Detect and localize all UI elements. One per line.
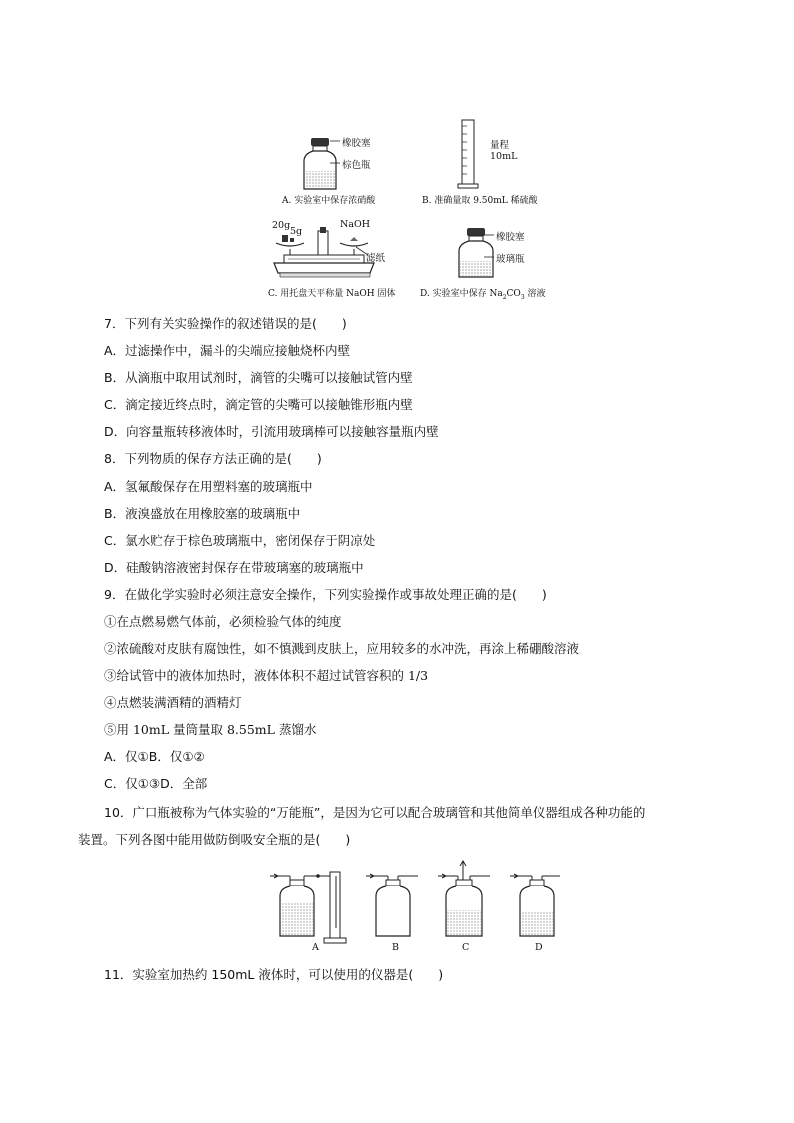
q8-option-a: A．氢氟酸保存在用塑料塞的玻璃瓶中 [104,479,313,494]
label-range: 量程 [490,140,510,151]
q7-option-b: B．从滴瓶中取用试剂时，滴管的尖嘴可以接触试管内壁 [104,370,413,385]
label-apparatus-b: B [392,942,399,953]
caption-b: B. 准确量取 9.50mL 稀硫酸 [422,196,538,206]
figure-q10 [264,858,564,958]
label-weight-20g: 20g [272,220,291,231]
label-stopper-a: 橡胶塞 [342,138,371,149]
q7-stem: 7．下列有关实验操作的叙述错误的是( ) [104,316,347,331]
label-apparatus-a: A [312,942,319,953]
q9-option-cd: C．仅①③D．全部 [104,776,208,791]
label-naoh: NaOH [340,219,371,230]
q7-option-a: A．过滤操作中，漏斗的尖端应接触烧杯内壁 [104,343,351,358]
label-stopper-d: 橡胶塞 [496,232,525,243]
caption-d: D. 实验室中保存 $Na_2CO_3$ 溶液 [420,289,546,301]
q8-option-c: C．氯水贮存于棕色玻璃瓶中，密闭保存于阴凉处 [104,533,376,548]
q10-stem-line1: 10．广口瓶被称为气体实验的“万能瓶”，是因为它可以配合玻璃管和其他简单仪器组成各种功能的 [104,805,646,820]
q11-stem: 11．实验室加热约 150mL 液体时，可以使用的仪器是( ) [104,967,444,982]
q9-stem: 9．在做化学实验时必须注意安全操作，下列实验操作或事故处理正确的是( ) [104,587,547,602]
figure-q6 [260,115,560,300]
label-volume: 10mL [490,151,518,162]
graduated-cylinder-icon [456,118,486,190]
q8-stem: 8．下列物质的保存方法正确的是( ) [104,451,322,466]
label-weight-5g: 5g [290,226,303,237]
q9-item-2: ②浓硫酸对皮肤有腐蚀性，如不慎溅到皮肤上，应用较多的水冲洗，再涂上稀硼酸溶液 [104,641,580,656]
q10-stem-line2: 装置。下列各图中能用做防倒吸安全瓶的是( ) [78,832,351,847]
label-apparatus-c: C [462,942,470,953]
label-apparatus-d: D [535,942,543,953]
q8-option-d: D．硅酸钠溶液密封保存在带玻璃塞的玻璃瓶中 [104,560,364,575]
q9-option-ab: A．仅①B．仅①② [104,749,205,764]
q9-item-3: ③给试管中的液体加热时，液体体积不超过试管容积的 1/3 [104,668,429,683]
label-filter-paper: 滤纸 [366,253,386,264]
gas-bottle-apparatus-icon [264,858,564,958]
q9-item-4: ④点燃装满酒精的酒精灯 [104,695,242,710]
label-bottle-a: 棕色瓶 [342,160,371,171]
q7-option-c: C．滴定接近终点时，滴定管的尖嘴可以接触锥形瓶内壁 [104,397,413,412]
q9-item-1: ①在点燃易燃气体前，必须检验气体的纯度 [104,614,342,629]
q7-option-d: D．向容量瓶转移液体时，引流用玻璃棒可以接触容量瓶内壁 [104,424,439,439]
q9-item-5: ⑤用 10mL 量筒量取 8.55mL 蒸馏水 [104,722,317,737]
q8-option-b: B．液溴盛放在用橡胶塞的玻璃瓶中 [104,506,301,521]
caption-c: C. 用托盘天平称量 NaOH 固体 [268,289,396,299]
caption-a: A. 实验室中保存浓硝酸 [282,196,376,206]
label-bottle-d: 玻璃瓶 [496,254,525,265]
